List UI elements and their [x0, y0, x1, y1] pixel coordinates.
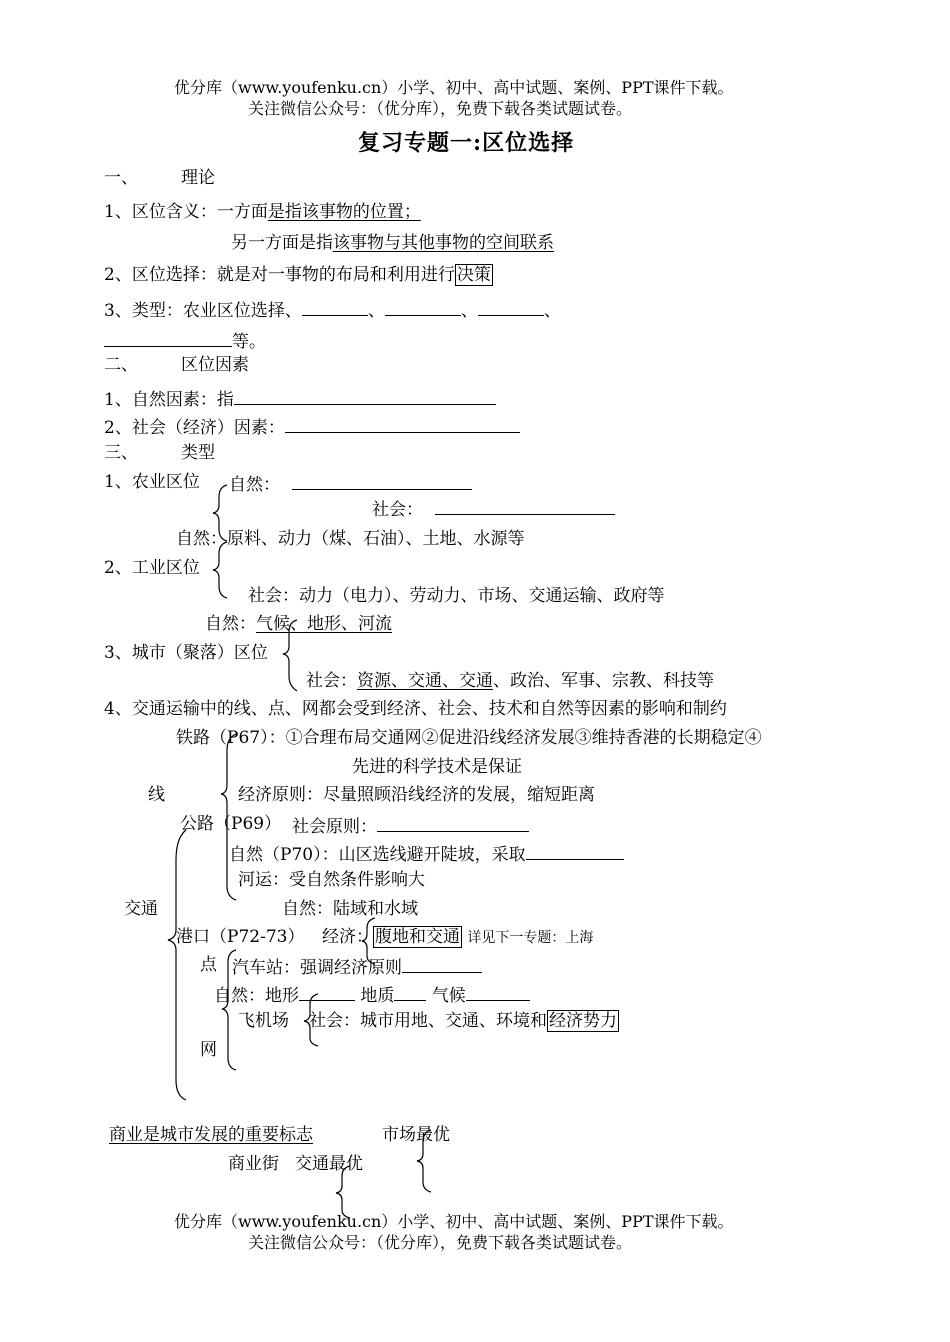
economic-power-box: 经济势力: [549, 1011, 617, 1031]
section-2-heading: 区位因素: [181, 355, 249, 375]
agri-label: 1、农业区位: [104, 472, 200, 492]
highway-label: 公路（P69）: [180, 814, 282, 834]
s1-line-types-2: 等。: [104, 329, 266, 352]
s1-line-choice: 2、区位选择：就是对一事物的布局和利用进行 决策: [104, 265, 491, 285]
site-header-line1: 优分库（www.youfenku.cn）小学、初中、高中试题、案例、PPT课件下载。: [174, 78, 734, 97]
brace-airport: [304, 994, 318, 1046]
section-2-number: 二、: [104, 355, 138, 375]
section-1-number: 一、: [104, 168, 138, 188]
airport-social: 社会：城市用地、交通、环境和 经济势力: [309, 1011, 617, 1031]
bus-station: 汽车站：强调经济原则: [232, 955, 482, 978]
network-label: 网: [200, 1040, 217, 1060]
brace-commerce-2: [336, 1166, 350, 1218]
section-3-heading: 类型: [181, 443, 215, 463]
railway-line1: 铁路（P67）：①合理布局交通网②促进沿线经济发展③维持香港的长期稳定④: [176, 728, 762, 748]
port-natural: 自然：陆域和水域: [282, 899, 418, 919]
decision-box: 决策: [456, 265, 491, 285]
s1-line-types: 3、类型：农业区位选择、 、 、 、: [104, 298, 561, 321]
brace-city: [283, 620, 297, 691]
railway-line2: 先进的科学技术是保证: [352, 757, 522, 777]
social-principle: 社会原则：: [292, 814, 529, 837]
city-social: 社会：资源、交通、交通、政治、军事、宗教、科技等: [306, 671, 714, 691]
line-label: 线: [148, 785, 165, 805]
brace-point: [222, 950, 236, 1070]
brace-agri: [213, 485, 227, 541]
city-label: 3、城市（聚落）区位: [104, 643, 268, 663]
brace-transport: [168, 830, 186, 1100]
page-title: 复习专题一:区位选择: [358, 130, 575, 156]
commerce-note: 商业是城市发展的重要标志: [109, 1125, 313, 1145]
port-economic: 经济： 腹地和交通 详见下一专题：上海: [322, 927, 594, 947]
industry-social: 社会：动力（电力）、劳动力、市场、交通运输、政府等: [248, 586, 665, 606]
industry-natural: 自然：原料、动力（煤、石油）、土地、水源等: [176, 529, 525, 549]
airport-label: 飞机场: [238, 1011, 289, 1031]
s1-line-meaning-2: 另一方面是指该事物与其他事物的空间联系: [231, 233, 554, 253]
site-footer-line1: 优分库（www.youfenku.cn）小学、初中、高中试题、案例、PPT课件下载。: [174, 1212, 734, 1231]
river-transport: 河运：受自然条件影响大: [238, 870, 425, 890]
industry-label: 2、工业区位: [104, 558, 200, 578]
brace-port: [362, 918, 375, 964]
brace-commerce-1: [417, 1130, 431, 1192]
s2-natural: 1、自然因素：指: [104, 387, 496, 410]
airport-natural: 自然：地形 地质 气候: [214, 983, 530, 1006]
market-optimal: 市场最优: [382, 1125, 450, 1145]
city-natural: 自然：气候、地形、河流: [205, 614, 392, 634]
transport-label: 交通: [124, 899, 158, 919]
traffic-optimal: 交通最优: [295, 1154, 363, 1174]
section-1-heading: 理论: [181, 168, 215, 188]
s2-social: 2、社会（经济）因素：: [104, 415, 520, 438]
hinterland-box: 腹地和交通: [375, 927, 460, 947]
transport-intro: 4、交通运输中的线、点、网都会受到经济、社会、技术和自然等因素的影响和制约: [104, 699, 727, 719]
agri-social: 社会：: [372, 497, 615, 520]
natural-p70: 自然（P70）：山区选线避开陡坡，采取: [229, 842, 624, 865]
brace-industry: [213, 542, 227, 598]
agri-natural: 自然：: [229, 472, 472, 495]
brace-line: [221, 734, 236, 900]
commercial-street: 商业街: [228, 1154, 279, 1174]
economic-principle: 经济原则：尽量照顾沿线经济的发展，缩短距离: [238, 785, 595, 805]
point-label: 点: [200, 955, 217, 975]
site-header-line2: 关注微信公众号：（优分库），免费下载各类试题试卷。: [248, 99, 633, 118]
s1-line-meaning: 1、区位含义：一方面是指该事物的位置；: [104, 202, 421, 222]
port-label: 港口（P72-73）: [176, 927, 305, 947]
section-3-number: 三、: [104, 443, 138, 463]
site-footer-line2: 关注微信公众号：（优分库），免费下载各类试题试卷。: [248, 1233, 633, 1252]
